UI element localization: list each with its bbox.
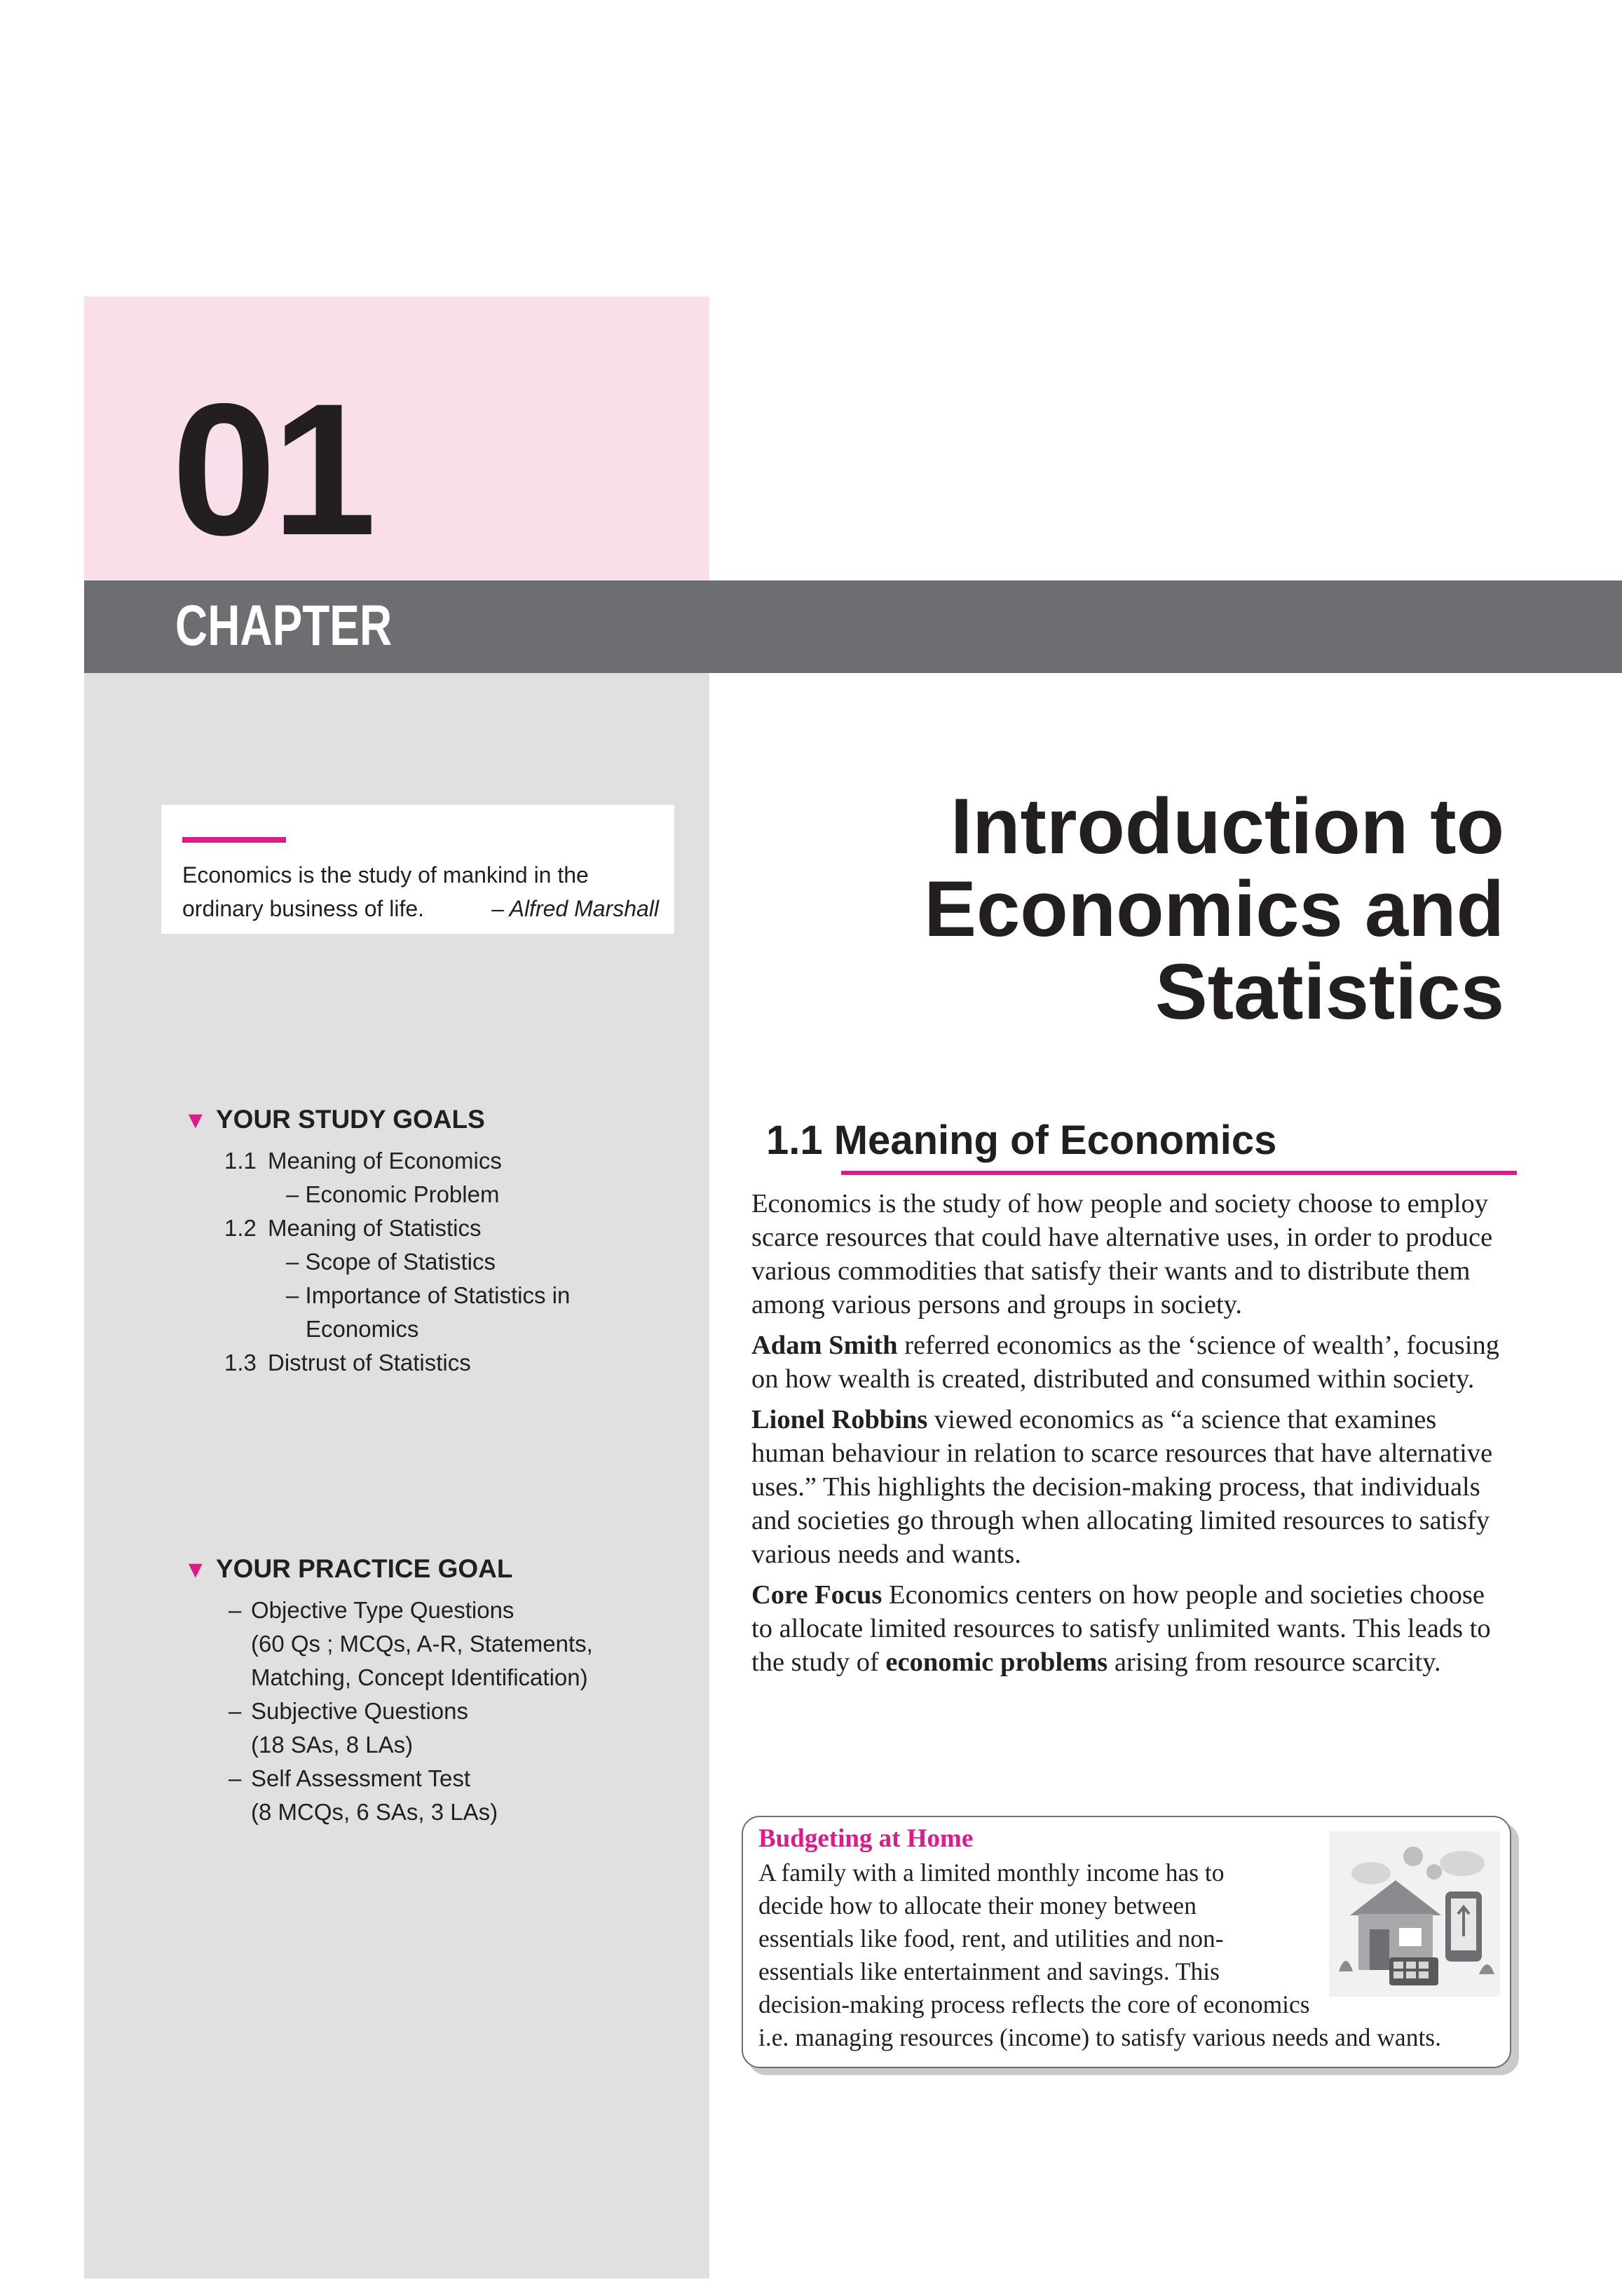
practice-goal-heading-text: YOUR PRACTICE GOAL — [216, 1554, 513, 1583]
bold-term: Core Focus — [751, 1580, 882, 1610]
triangle-bullet-icon: ▼ — [184, 1107, 207, 1134]
paragraph-adam-smith — [751, 1329, 1505, 1396]
bold-term: economic problems — [885, 1648, 1108, 1677]
study-goal-item — [224, 1178, 570, 1211]
goal-text: Matching, Concept Identification) — [251, 1664, 588, 1690]
study-goal-item — [224, 1245, 570, 1279]
home-budget-illustration — [1329, 1831, 1500, 1997]
study-goals-heading-text: YOUR STUDY GOALS — [216, 1105, 485, 1134]
practice-goal-item — [229, 1728, 593, 1762]
example-box — [742, 1816, 1511, 2068]
example-line: i.e. managing resources (income) to satisfy various needs and wants. — [758, 2023, 1441, 2051]
study-goal-item — [224, 1312, 570, 1346]
practice-goal-item — [229, 1661, 593, 1694]
example-line: A family with a limited monthly income has to — [758, 1859, 1225, 1887]
chapter-title-line-2: Economics and — [924, 865, 1504, 953]
goal-text: Self Assessment Test — [251, 1765, 471, 1791]
study-goals-heading — [184, 1104, 570, 1136]
chapter-title — [803, 782, 1504, 1035]
goal-dash: – — [229, 1698, 242, 1724]
chapter-title-line-1: Introduction to — [950, 782, 1504, 870]
study-goals — [184, 1104, 570, 1380]
quote-card — [161, 805, 674, 934]
example-title: Budgeting at Home — [758, 1824, 974, 1853]
practice-goal-list — [229, 1594, 593, 1829]
study-goals-list — [224, 1144, 570, 1380]
quote-text — [182, 858, 666, 925]
practice-goal-item — [229, 1627, 593, 1661]
goal-dash: – — [229, 1765, 242, 1791]
quote-author: – Alfred Marshall — [491, 896, 659, 921]
goal-text: (60 Qs ; MCQs, A-R, Statements, — [251, 1631, 593, 1657]
chapter-title-line-3: Statistics — [1155, 948, 1504, 1035]
practice-goal-heading — [184, 1554, 593, 1585]
goal-text: Meaning of Economics — [268, 1148, 502, 1174]
goal-text: Objective Type Questions — [251, 1597, 514, 1623]
paragraph-text: referred economics as the ‘science of wealth’, focusing on how wealth is created, distributed and consumed within society. — [751, 1331, 1499, 1394]
study-goal-item — [224, 1211, 570, 1245]
goal-text: Distrust of Statistics — [268, 1350, 471, 1375]
practice-goal-item — [229, 1694, 593, 1728]
section-heading: 1.1 Meaning of Economics — [766, 1118, 1277, 1163]
goal-text: Subjective Questions — [251, 1698, 469, 1724]
study-goal-item — [224, 1279, 570, 1312]
quote-accent-line — [182, 837, 286, 843]
study-goal-item — [224, 1346, 570, 1380]
goal-text: – Scope of Statistics — [286, 1249, 496, 1275]
example-line: decision-making process reflects the core of economics — [758, 1990, 1310, 2018]
goal-text: (18 SAs, 8 LAs) — [251, 1732, 414, 1758]
quote-line-2 — [182, 892, 659, 925]
home-budget-icon — [1329, 1831, 1500, 1997]
practice-goal-item — [229, 1795, 593, 1829]
body-text — [751, 1187, 1515, 1686]
example-line: essentials like entertainment and savings. This — [758, 1957, 1220, 1985]
quote-line-1: Economics is the study of mankind in the — [182, 862, 589, 888]
example-line: decide how to allocate their money between — [758, 1891, 1197, 1920]
paragraph-text: viewed economics as “a science that examines human behaviour in relation to scarce resources that have alternative uses.” This highlights the decision-making process, that individuals and societies go through when allocating limited resources to satisfy various needs and wants. — [751, 1405, 1493, 1569]
paragraph-lionel-robbins — [751, 1403, 1505, 1571]
practice-goal-item — [229, 1594, 593, 1627]
paragraph-definition: Economics is the study of how people and society choose to employ scarce resources that could have alternative uses, in order to produce various commodities that satisfy their wants and to distribute them among various persons and groups in society. — [751, 1189, 1493, 1319]
goal-dash: – — [229, 1597, 242, 1623]
section-heading-rule — [841, 1171, 1517, 1175]
goal-text: Meaning of Statistics — [268, 1215, 482, 1241]
goal-number: 1.3 — [224, 1350, 257, 1375]
goal-text: – Economic Problem — [286, 1181, 500, 1207]
goal-text: – Importance of Statistics in — [286, 1282, 571, 1308]
chapter-label: CHAPTER — [175, 594, 393, 658]
goal-number: 1.1 — [224, 1148, 257, 1174]
practice-goal — [184, 1554, 593, 1829]
goal-text: Economics — [306, 1316, 419, 1342]
example-line: essentials like food, rent, and utilities and non- — [758, 1924, 1224, 1952]
triangle-bullet-icon: ▼ — [184, 1556, 207, 1583]
quote-line-2-text: ordinary business of life. — [182, 896, 425, 921]
chapter-number: 01 — [172, 364, 373, 574]
bold-term: Adam Smith — [751, 1331, 898, 1360]
goal-text: (8 MCQs, 6 SAs, 3 LAs) — [251, 1799, 498, 1825]
paragraph-core-focus — [751, 1578, 1505, 1679]
study-goal-item — [224, 1144, 570, 1178]
practice-goal-item — [229, 1762, 593, 1795]
bold-term: Lionel Robbins — [751, 1405, 928, 1434]
goal-number: 1.2 — [224, 1215, 257, 1241]
paragraph-text: arising from resource scarcity. — [1108, 1648, 1441, 1677]
paragraph-text: Economics centers on how people and societies choose to allocate limited resources to satisfy unlimited wants. This leads to the study of — [751, 1580, 1491, 1677]
